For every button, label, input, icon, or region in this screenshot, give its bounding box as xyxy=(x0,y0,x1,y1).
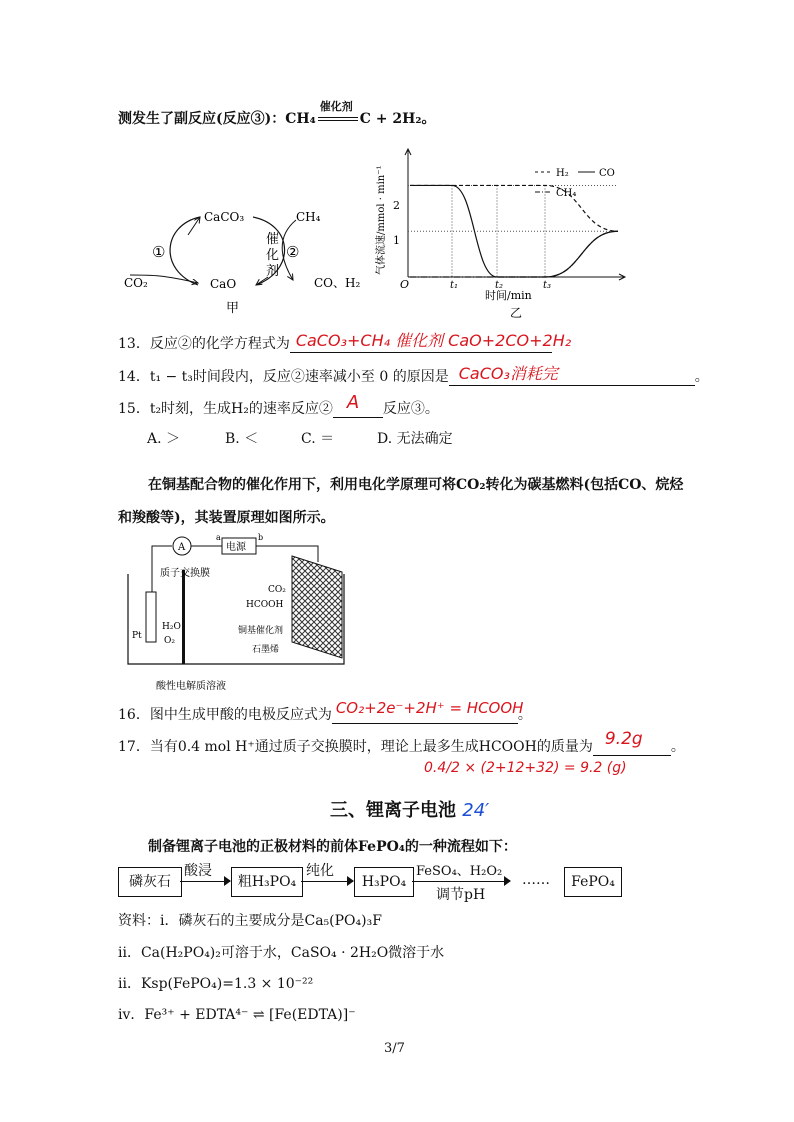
power-label: 电源 xyxy=(226,542,246,553)
flow-box-crude-h3po4: 粗H₃PO₄ xyxy=(231,867,303,897)
h2o-label: H₂O xyxy=(162,622,181,632)
flow-step-acid-leach: 酸浸 xyxy=(184,863,212,879)
q13-text: 13．反应②的化学方程式为 xyxy=(118,336,290,352)
catalyst-label: 铜基催化剂 xyxy=(238,626,284,636)
note-4: iv．Fe³⁺ + EDTA⁴⁻ ⇌ [Fe(EDTA)]⁻ xyxy=(118,1007,356,1023)
flow-arrow-3 xyxy=(412,881,508,882)
q17-working: 0.4/2 × (2+12+32) = 9.2 (g) xyxy=(424,760,627,776)
intro-line xyxy=(118,100,436,128)
flow-arrow-1 xyxy=(180,881,230,882)
section3-intro: 制备锂离子电池的正极材料的前体FePO₄的一种流程如下： xyxy=(148,839,517,855)
intro-product: C + 2H₂。 xyxy=(359,111,436,127)
chart-marks xyxy=(408,185,618,277)
terminal-b: b xyxy=(258,533,264,542)
question-16 xyxy=(118,699,532,724)
y-tick-2: 2 xyxy=(393,199,400,212)
co2-label: CO₂ xyxy=(124,276,148,290)
flow-arrowhead-1 xyxy=(224,876,231,886)
flow-arrowhead-2 xyxy=(347,876,354,886)
q16-text: 16．图中生成甲酸的电极反应式为 xyxy=(118,707,332,723)
page-number: 3/7 xyxy=(384,1041,405,1056)
x-axis-label: 时间/min xyxy=(485,289,532,302)
flow-step-adjust-ph: 调节pH xyxy=(436,887,486,903)
flow-box-fepo4: FePO₄ xyxy=(564,867,622,897)
section3-title: 三、锂离子电池 xyxy=(330,800,456,821)
products-label: CO、H₂ xyxy=(314,276,361,290)
q17-end: 。 xyxy=(670,739,685,755)
question-14 xyxy=(118,365,709,386)
x-tick-t1: t₁ xyxy=(450,280,459,291)
wire-right xyxy=(256,546,318,562)
intro-reactant: CH₄ xyxy=(285,111,316,127)
co2-reactant-label: CO₂ xyxy=(268,585,286,595)
flow-step-reagents: FeSO₄、H₂O₂ xyxy=(416,864,503,879)
q15-answer-blank xyxy=(333,392,383,418)
q15-options xyxy=(147,428,453,448)
cycle-diagram xyxy=(118,195,378,320)
legend-h2: H₂ xyxy=(556,168,569,179)
legend xyxy=(535,168,615,199)
flow-arrowhead-3 xyxy=(504,876,511,886)
hcooh-label: HCOOH xyxy=(246,600,284,610)
q17-answer-blank xyxy=(593,729,671,756)
o2-label: O₂ xyxy=(164,636,175,646)
catalyst-arrow xyxy=(316,100,360,127)
section2-intro-line1: 在铜基配合物的催化作用下，利用电化学原理可将CO₂转化为碳基燃料(包括CO、烷烃 xyxy=(148,477,684,493)
caco3-label: CaCO₃ xyxy=(204,210,245,224)
section2-intro-line2: 和羧酸等)，其装置原理如图所示。 xyxy=(118,510,335,526)
cycle-arc-left xyxy=(170,217,200,285)
note-3: ii．Ksp(FePO₄)=1.3 × 10⁻²² xyxy=(118,976,314,992)
q15-option-c: C. ＝ xyxy=(301,431,335,447)
q16-answer-blank xyxy=(332,699,524,724)
catalyst-char-3: 剂 xyxy=(266,264,280,279)
electrolysis-apparatus xyxy=(122,532,362,692)
catalyst-label: 催化剂 xyxy=(319,100,353,113)
flow-step-purify: 纯化 xyxy=(306,863,334,879)
reaction-1-label: ① xyxy=(152,243,166,261)
q16-end: 。 xyxy=(517,707,532,723)
intro-prefix: 测发生了副反应(反应③)： xyxy=(118,111,286,127)
chart-caption: 乙 xyxy=(510,306,523,320)
proton-exchange-membrane xyxy=(182,570,185,664)
terminal-a: a xyxy=(216,533,221,542)
flow-box-apatite: 磷灰石 xyxy=(118,867,182,897)
q14-answer: CaCO₃消耗完 xyxy=(458,364,558,383)
q15-option-b: B. ＜ xyxy=(225,431,259,447)
flow-rate-chart xyxy=(370,145,635,320)
q15-text: 15．t₂时刻，生成H₂的速率反应② xyxy=(118,401,333,417)
cao-label: CaO xyxy=(210,277,237,291)
origin-label: O xyxy=(400,278,410,291)
note-2: ii．Ca(H₂PO₄)₂可溶于水，CaSO₄ · 2H₂O微溶于水 xyxy=(118,945,445,961)
question-17 xyxy=(118,729,685,756)
arrow-to-caco3 xyxy=(188,217,200,235)
q14-answer-blank xyxy=(449,365,695,386)
y-tick-1: 1 xyxy=(393,234,400,247)
q15-answer: A xyxy=(346,392,360,413)
q16-answer: CO₂+2e⁻+2H⁺ = HCOOH xyxy=(335,699,524,717)
legend-ch4: CH₄ xyxy=(556,188,577,199)
q13-answer-blank xyxy=(290,331,572,353)
question-13 xyxy=(118,331,572,353)
ammeter-label: A xyxy=(178,542,186,553)
q17-text: 17．当有0.4 mol H⁺通过质子交换膜时，理论上最多生成HCOOH的质量为 xyxy=(118,739,593,755)
flow-ellipsis: …… xyxy=(522,872,550,888)
legend-co: CO xyxy=(599,168,615,179)
electrolyte-label: 酸性电解质溶液 xyxy=(156,681,226,692)
q15-option-a: A. ＞ xyxy=(147,431,181,447)
membrane-label: 质子交换膜 xyxy=(160,568,210,579)
q13-answer: CaCO₃+CH₄ 催化剂 CaO+2CO+2H₂ xyxy=(295,331,572,350)
catalyst-char-2: 化 xyxy=(266,248,280,263)
flow-arrow-2 xyxy=(301,881,353,882)
pt-label: Pt xyxy=(132,631,142,641)
q14-end: 。 xyxy=(694,369,709,385)
q17-answer: 9.2g xyxy=(604,729,643,749)
question-15 xyxy=(118,392,439,418)
series-line-h2 xyxy=(410,185,618,231)
y-axis-label: 气体流速/mmol · min⁻¹ xyxy=(376,165,387,275)
series-line-ch4 xyxy=(410,231,618,277)
note-1: 资料：i．磷灰石的主要成分是Ca₅(PO₄)₃F xyxy=(118,913,382,929)
section3-heading xyxy=(330,796,489,822)
graphene-electrode xyxy=(292,556,342,658)
x-tick-t3: t₃ xyxy=(543,280,552,291)
q15-option-d: D. 无法确定 xyxy=(377,431,453,447)
ch4-label: CH₄ xyxy=(296,210,321,224)
q15-end: 反应③。 xyxy=(382,401,439,417)
flow-box-h3po4: H₃PO₄ xyxy=(354,867,414,897)
section3-score: 24′ xyxy=(462,800,490,821)
catalyst-char-1: 催 xyxy=(266,232,280,247)
diagram-caption: 甲 xyxy=(226,301,240,316)
q14-text: 14．t₁ − t₃时间段内，反应②速率减小至 0 的原因是 xyxy=(118,369,449,385)
pt-electrode xyxy=(146,592,156,642)
x-tick-t2: t₂ xyxy=(495,280,504,291)
graphene-label: 石墨烯 xyxy=(252,645,280,655)
reaction-2-label: ② xyxy=(286,243,300,261)
